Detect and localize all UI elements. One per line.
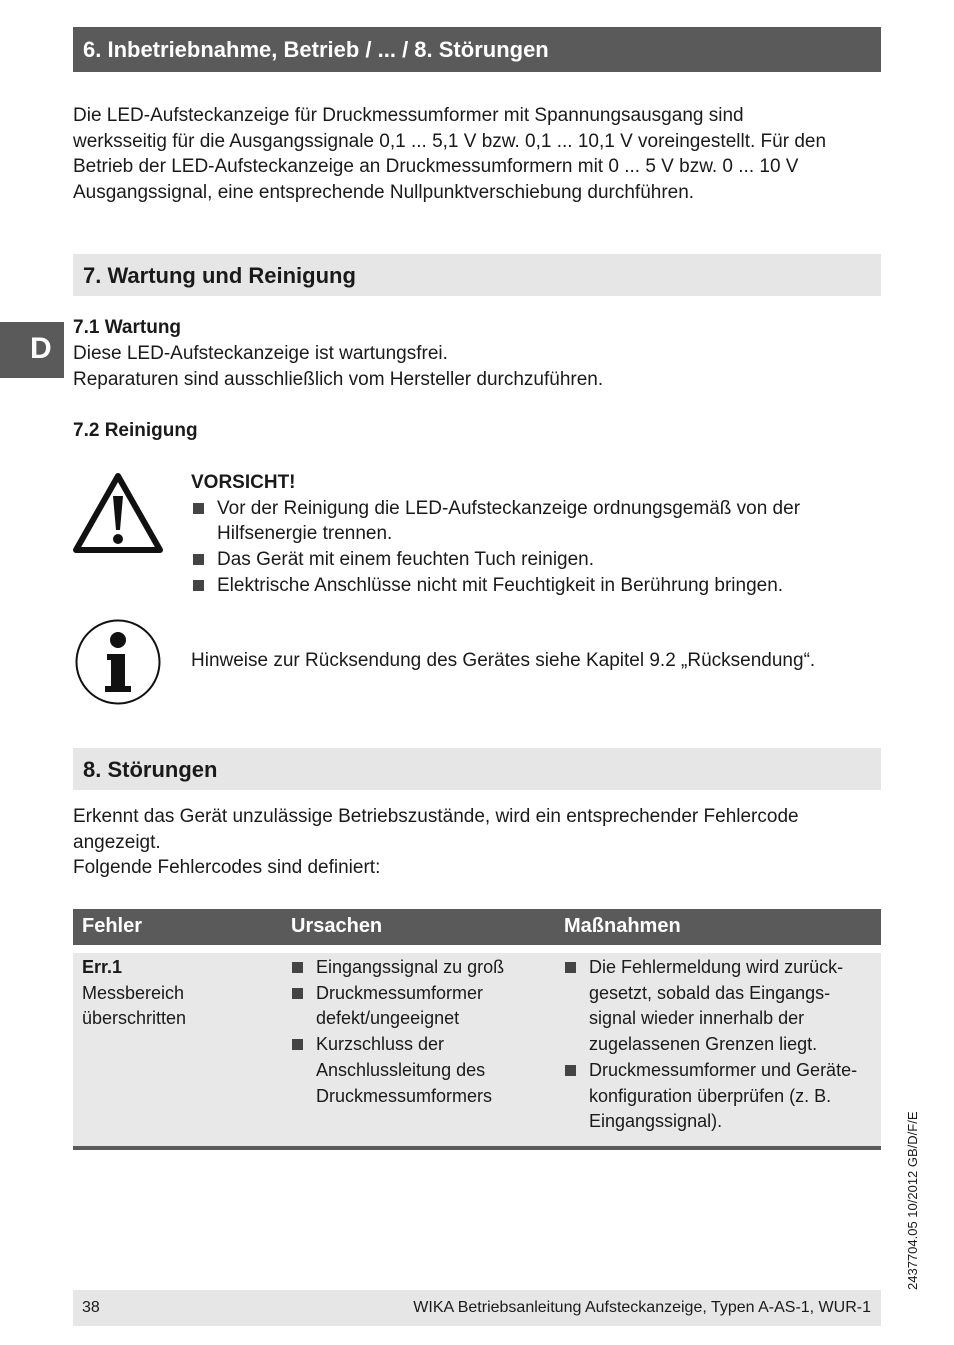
text-line: Das Gerät mit einem feuchten Tuch reinigen. [217, 549, 595, 571]
text-line: signal wieder innerhalb der [589, 1008, 805, 1029]
text-line: Betrieb der LED-Aufsteckanzeige an Druckmessumformern mit 0 ... 5 V bzw. 0 ... 10 V [73, 156, 799, 178]
text-line: angezeigt. [73, 831, 161, 853]
list-item [191, 547, 881, 573]
text-line: Die LED-Aufsteckanzeige für Druckmessumformer mit Spannungsausgang sind [73, 105, 744, 126]
text-line: gesetzt, sobald das Eingangs- [589, 982, 831, 1003]
section-header-7 [73, 254, 881, 296]
text-line: defekt/ungeeignet [316, 1008, 460, 1029]
cell-fehler [82, 955, 282, 1032]
info-icon [74, 618, 162, 706]
text-line: Folgende Fehlercodes sind definiert: [73, 857, 381, 879]
section-title: 6. Inbetriebnahme, Betrieb / ... / 8. Störungen [83, 37, 549, 62]
cell-ursachen [290, 955, 555, 1109]
section-title: 8. Störungen [83, 757, 218, 782]
text-line: Kurzschluss der [316, 1034, 445, 1055]
list-item [290, 981, 555, 1032]
subsection-title: 7.2 Reinigung [73, 420, 198, 441]
text-line: Messbereich [82, 982, 185, 1003]
column-header: Maßnahmen [564, 915, 681, 937]
cell-massnahmen [563, 955, 881, 1135]
info-text: Hinweise zur Rücksendung des Gerätes siehe Kapitel 9.2 „Rücksendung“. [191, 650, 816, 671]
text-line: Druckmessumformer und Geräte- [589, 1059, 858, 1080]
document-number: 2437704.05 10/2012 GB/D/F/E [905, 1111, 920, 1290]
text-line: Diese LED-Aufsteckanzeige ist wartungsfrei. [73, 343, 448, 364]
text-line: Erkennt das Gerät unzulässige Betriebszustände, wird ein entsprechender Fehlercode [73, 806, 799, 827]
text-line: Anschlussleitung des [316, 1059, 486, 1080]
list-item [563, 1058, 881, 1135]
text-line: Druckmessumformer [316, 982, 484, 1003]
text-line: Vor der Reinigung die LED-Aufsteckanzeige ordnungsgemäß von der [217, 497, 801, 519]
page-number: 38 [82, 1299, 100, 1316]
table-row [73, 953, 881, 1150]
text-line: Die Fehlermeldung wird zurück- [589, 957, 844, 977]
error-code: Err.1 [82, 957, 123, 977]
text-line: konfiguration überprüfen (z. B. [589, 1085, 832, 1106]
caution-block [191, 470, 881, 599]
text-line: Ausgangssignal, eine entsprechende Nullpunktverschiebung durchführen. [73, 182, 695, 204]
warning-icon [72, 472, 164, 554]
error-table [73, 909, 881, 1150]
list-item [563, 955, 881, 1058]
list-item [290, 955, 555, 981]
text-line: zugelassenen Grenzen liegt. [589, 1034, 818, 1055]
stoerungen-paragraph [73, 804, 883, 881]
text-line: überschritten [82, 1008, 187, 1029]
page-footer [73, 1290, 881, 1326]
section-title: 7. Wartung und Reinigung [83, 263, 356, 288]
text-line: Hilfsenergie trennen. [217, 523, 393, 545]
language-tab [0, 322, 64, 378]
text-line: Druckmessumformers [316, 1085, 493, 1106]
text-line: werksseitig für die Ausgangssignale 0,1 ... 5,1 V bzw. 0,1 ... 10,1 V voreingestellt. Für den [73, 130, 827, 152]
text-line: Reparaturen sind ausschließlich vom Hersteller durchzuführen. [73, 368, 604, 390]
subsection-title: 7.1 Wartung [73, 317, 182, 338]
list-item [290, 1032, 555, 1109]
text-line: Elektrische Anschlüsse nicht mit Feuchtigkeit in Berührung bringen. [217, 574, 784, 596]
column-header: Ursachen [291, 915, 383, 937]
list-item [191, 496, 881, 547]
section-header-8 [73, 748, 881, 790]
intro-paragraph [73, 103, 883, 206]
list-item [191, 573, 881, 599]
footer-title: WIKA Betriebsanleitung Aufsteckanzeige, Typen A-AS-1, WUR-1 [413, 1299, 871, 1316]
caution-title: VORSICHT! [191, 472, 296, 493]
text-line: Eingangssignal). [589, 1111, 723, 1132]
text-line: Eingangssignal zu groß [316, 957, 505, 977]
column-header: Fehler [82, 915, 143, 937]
language-tab-label: D [30, 332, 52, 365]
table-header [73, 909, 881, 945]
section-header-6 [73, 27, 881, 72]
wartung-paragraph [73, 341, 883, 392]
